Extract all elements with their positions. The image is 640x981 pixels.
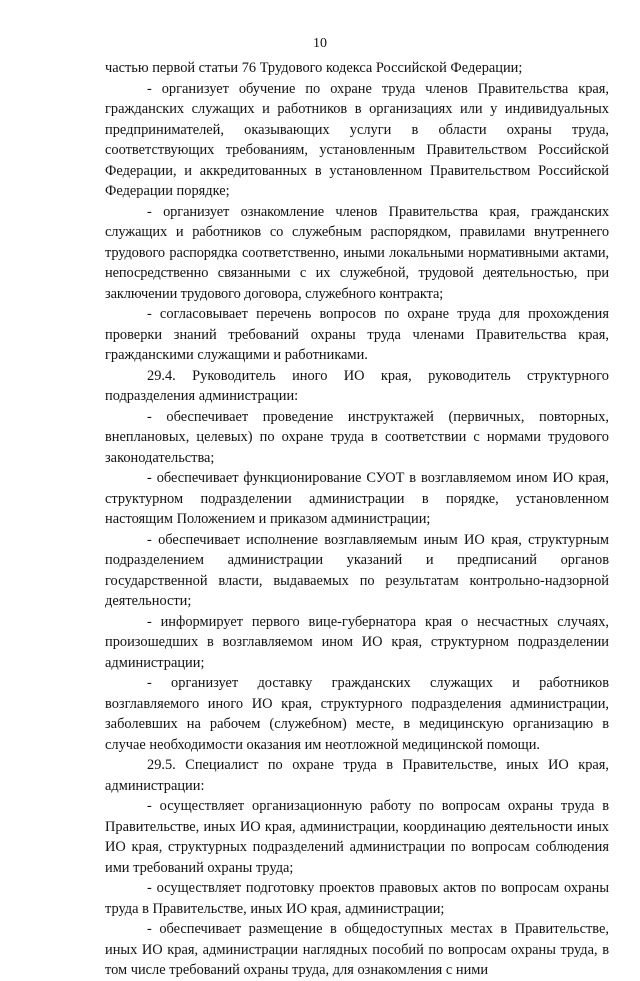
paragraph: - согласовывает перечень вопросов по охране труда для прохождения проверки знаний требований охраны труда членами Правительства края, гражданскими служащими и работниками. bbox=[105, 306, 609, 363]
paragraph: - обеспечивает размещение в общедоступных местах в Правительстве, иных ИО края, администрации наглядных пособий по вопросам охраны труда, в том числе требований охраны труда, для ознакомления с ними bbox=[105, 921, 609, 978]
paragraph: - организует обучение по охране труда членов Правительства края, гражданских служащих и работников в организациях или у индивидуальных предпринимателей, оказывающих услуги в области охраны труда, соответствующих требованиям, установленным Правительством Российской Федерации, и аккредитованных в установленном Правительством Российской Федерации порядке; bbox=[105, 80, 609, 199]
paragraph: - обеспечивает исполнение возглавляемым иным ИО края, структурным подразделением администрации указаний и предписаний органов государственной власти, выдаваемых по результатам контрольно-надзорной деятельности; bbox=[105, 531, 609, 609]
paragraph: - обеспечивает функционирование СУОТ в возглавляемом ином ИО края, структурном подразделении администрации в порядке, установленном настоящим Положением и приказом администрации; bbox=[105, 470, 609, 527]
paragraph: - организует доставку гражданских служащих и работников возглавляемого иного ИО края, структурного подразделения администрации, заболевших на рабочем (служебном) месте, в медицинскую организацию в случае необходимости оказания им неотложной медицинской помощи. bbox=[105, 675, 609, 753]
paragraph: - осуществляет подготовку проектов правовых актов по вопросам охраны труда в Правительстве, иных ИО края, администрации; bbox=[105, 880, 609, 917]
paragraph: - обеспечивает проведение инструктажей (первичных, повторных, внеплановых, целевых) по охране труда в соответствии с нормами трудового законодательства; bbox=[105, 408, 609, 466]
paragraph: 29.4. Руководитель иного ИО края, руководитель структурного подразделения администрации: bbox=[105, 367, 609, 404]
document-body bbox=[105, 58, 609, 981]
paragraph: частью первой статьи 76 Трудового кодекса Российской Федерации; bbox=[105, 60, 523, 76]
page-number: 10 bbox=[313, 36, 327, 51]
paragraph: - организует ознакомление членов Правительства края, гражданских служащих и работников со служебным распорядком, правилами внутреннего трудового распорядка соответственно, иными локальными нормативными актами, непосредственно связанными с их служебной, трудовой деятельностью, при заключении трудового договора, служебного контракта; bbox=[105, 203, 609, 302]
paragraph: - информирует первого вице-губернатора края о несчастных случаях, произошедших в возглавляемом ином ИО края, структурном подразделении администрации; bbox=[105, 613, 609, 671]
paragraph: - осуществляет организационную работу по вопросам охраны труда в Правительстве, иных ИО края, администрации, координацию деятельности иных ИО края, структурных подразделений администрации по вопросам соблюдения ими требований охраны труда; bbox=[105, 798, 609, 876]
paragraph: 29.5. Специалист по охране труда в Правительстве, иных ИО края, администрации: bbox=[105, 757, 609, 794]
